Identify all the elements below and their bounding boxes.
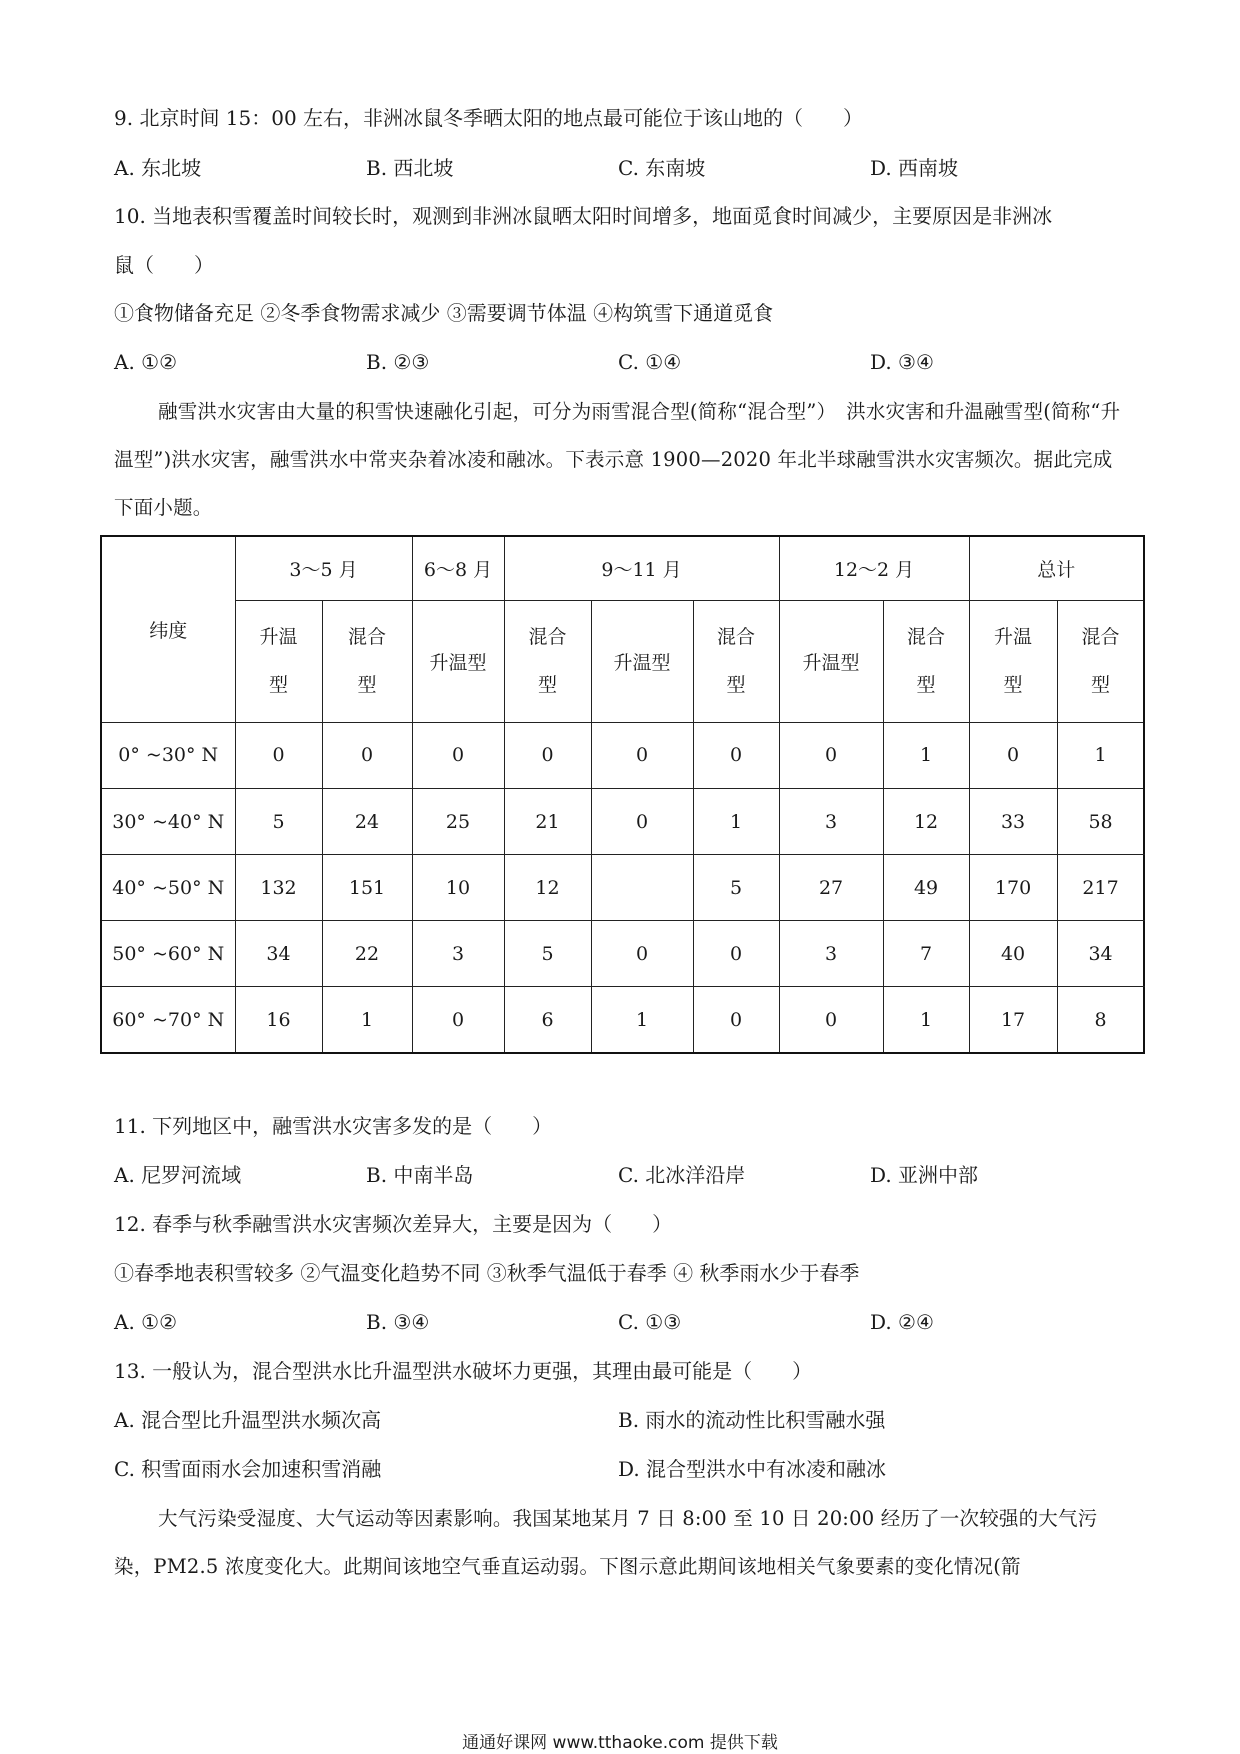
latitude-cell: 60° ~70° N (101, 987, 235, 1053)
q9-option-c: C. 东南坡 (618, 156, 706, 180)
table-cell: 22 (322, 921, 412, 987)
table-cell: 40 (969, 921, 1057, 987)
table-row (101, 722, 1144, 788)
table-cell: 12 (504, 855, 591, 921)
table-cell: 17 (969, 987, 1057, 1053)
season-header-autumn: 9～11 月 (504, 536, 779, 600)
table-cell: 0 (591, 921, 693, 987)
table-cell: 170 (969, 855, 1057, 921)
table-cell: 151 (322, 855, 412, 921)
table-row (101, 987, 1144, 1053)
table-cell: 0 (693, 987, 779, 1053)
q11-option-b: B. 中南半岛 (366, 1163, 474, 1187)
q9-option-d: D. 西南坡 (870, 156, 959, 180)
table-cell: 0 (412, 987, 504, 1053)
table-cell: 1 (693, 788, 779, 854)
q9-stem: 9. 北京时间 15：00 左右，非洲冰鼠冬季晒太阳的地点最可能位于该山地的（ ） (114, 106, 864, 130)
table-cell: 33 (969, 788, 1057, 854)
latitude-cell: 50° ~60° N (101, 921, 235, 987)
table-cell: 3 (412, 921, 504, 987)
q13-stem: 13. 一般认为，混合型洪水比升温型洪水破坏力更强，其理由最可能是（ ） (114, 1359, 813, 1383)
q11-stem: 11. 下列地区中，融雪洪水灾害多发的是（ ） (114, 1114, 553, 1138)
passage-air-pollution: 大气污染受湿度、大气运动等因素影响。我国某地某月 7 日 8:00 至 10 日 20:00 经历了一次较强的大气污染，PM2.5 浓度变化大。此期间该地空气垂直运动弱。下图示意此期间该地相关气象要素的变化情况(箭 (114, 1507, 1098, 1578)
table-cell: 16 (235, 987, 322, 1053)
table-cell: 12 (883, 788, 969, 854)
table-cell: 0 (591, 788, 693, 854)
table-cell: 25 (412, 788, 504, 854)
passage-snow-flood: 融雪洪水灾害由大量的积雪快速融化引起，可分为雨雪混合型(简称“混合型”） 洪水灾害和升温融雪型(简称“升温型”)洪水灾害，融雪洪水中常夹杂着冰凌和融冰。下表示意 1900—2020 年北半球融雪洪水灾害频次。据此完成下面小题。 (114, 400, 1121, 519)
sub-header-warming: 升温 型 (969, 600, 1057, 722)
latitude-header: 纬度 (101, 536, 235, 722)
table-cell: 0 (693, 921, 779, 987)
table-cell: 0 (412, 722, 504, 788)
table-row (101, 921, 1144, 987)
q13-option-c: C. 积雪面雨水会加速积雪消融 (114, 1457, 382, 1481)
table-cell: 132 (235, 855, 322, 921)
table-cell: 34 (235, 921, 322, 987)
table-cell: 0 (969, 722, 1057, 788)
table-cell (591, 855, 693, 921)
q13-option-a: A. 混合型比升温型洪水频次高 (114, 1408, 382, 1432)
table-cell: 3 (779, 788, 883, 854)
season-header-summary-summer: 6～8 月 (412, 536, 504, 600)
table-cell: 6 (504, 987, 591, 1053)
q11-option-c: C. 北冰洋沿岸 (618, 1163, 746, 1187)
sub-header-mixed: 混合 型 (1057, 600, 1144, 722)
q13-option-d: D. 混合型洪水中有冰凌和融冰 (618, 1457, 887, 1481)
table-cell: 1 (591, 987, 693, 1053)
table-cell: 27 (779, 855, 883, 921)
flood-frequency-table (100, 535, 1145, 1054)
latitude-cell: 40° ~50° N (101, 855, 235, 921)
q11-option-a: A. 尼罗河流域 (114, 1163, 242, 1187)
table-cell: 0 (779, 722, 883, 788)
season-header-winter: 12～2 月 (779, 536, 969, 600)
table-cell: 5 (504, 921, 591, 987)
latitude-cell: 0° ~30° N (101, 722, 235, 788)
q9-option-b: B. 西北坡 (366, 156, 454, 180)
table-cell: 10 (412, 855, 504, 921)
season-header-total: 总计 (969, 536, 1144, 600)
table-row (101, 855, 1144, 921)
sub-header-warming: 升温型 (591, 600, 693, 722)
table-cell: 7 (883, 921, 969, 987)
table-cell: 58 (1057, 788, 1144, 854)
table-cell: 0 (235, 722, 322, 788)
table-cell: 0 (504, 722, 591, 788)
table-cell: 0 (591, 722, 693, 788)
q11-option-d: D. 亚洲中部 (870, 1163, 979, 1187)
table-cell: 1 (1057, 722, 1144, 788)
q12-statements: ①春季地表积雪较多 ②气温变化趋势不同 ③秋季气温低于春季 ④ 秋季雨水少于春季 (114, 1261, 860, 1285)
q13-option-b: B. 雨水的流动性比积雪融水强 (618, 1408, 886, 1432)
table-cell: 5 (693, 855, 779, 921)
table-cell: 1 (883, 987, 969, 1053)
table-cell: 34 (1057, 921, 1144, 987)
sub-header-mixed: 混合 型 (883, 600, 969, 722)
q12-stem: 12. 春季与秋季融雪洪水灾害频次差异大，主要是因为（ ） (114, 1212, 673, 1236)
sub-header-warming: 升温型 (779, 600, 883, 722)
q12-option-b: B. ③④ (366, 1310, 430, 1334)
table-cell: 5 (235, 788, 322, 854)
table-cell: 0 (779, 987, 883, 1053)
sub-header-warming: 升温 型 (235, 600, 322, 722)
q12-option-c: C. ①③ (618, 1310, 682, 1334)
table-cell: 8 (1057, 987, 1144, 1053)
table-cell: 24 (322, 788, 412, 854)
page-footer: 通通好课网 www.tthaoke.com 提供下载 (462, 1733, 778, 1753)
table-cell: 1 (883, 722, 969, 788)
season-header-spring: 3～5 月 (235, 536, 412, 600)
table-cell: 217 (1057, 855, 1144, 921)
q10-option-a: A. ①② (114, 350, 178, 374)
latitude-cell: 30° ~40° N (101, 788, 235, 854)
table-cell: 21 (504, 788, 591, 854)
sub-header-mixed: 混合 型 (504, 600, 591, 722)
sub-header-mixed: 混合 型 (693, 600, 779, 722)
q9-option-a: A. 东北坡 (114, 156, 202, 180)
table-cell: 3 (779, 921, 883, 987)
sub-header-mixed: 混合 型 (322, 600, 412, 722)
q10-option-d: D. ③④ (870, 350, 934, 374)
q10-stem-line2: 鼠（ ） (114, 253, 214, 277)
table-cell: 49 (883, 855, 969, 921)
q10-option-b: B. ②③ (366, 350, 430, 374)
q12-option-a: A. ①② (114, 1310, 178, 1334)
table-row (101, 788, 1144, 854)
sub-header-warming: 升温型 (412, 600, 504, 722)
table-cell: 0 (693, 722, 779, 788)
q10-statements: ①食物储备充足 ②冬季食物需求减少 ③需要调节体温 ④构筑雪下通道觅食 (114, 301, 774, 325)
table-cell: 0 (322, 722, 412, 788)
q10-option-c: C. ①④ (618, 350, 682, 374)
q12-option-d: D. ②④ (870, 1310, 934, 1334)
q10-stem-line1: 10. 当地表积雪覆盖时间较长时，观测到非洲冰鼠晒太阳时间增多，地面觅食时间减少，主要原因是非洲冰 (114, 204, 1053, 228)
table-cell: 1 (322, 987, 412, 1053)
